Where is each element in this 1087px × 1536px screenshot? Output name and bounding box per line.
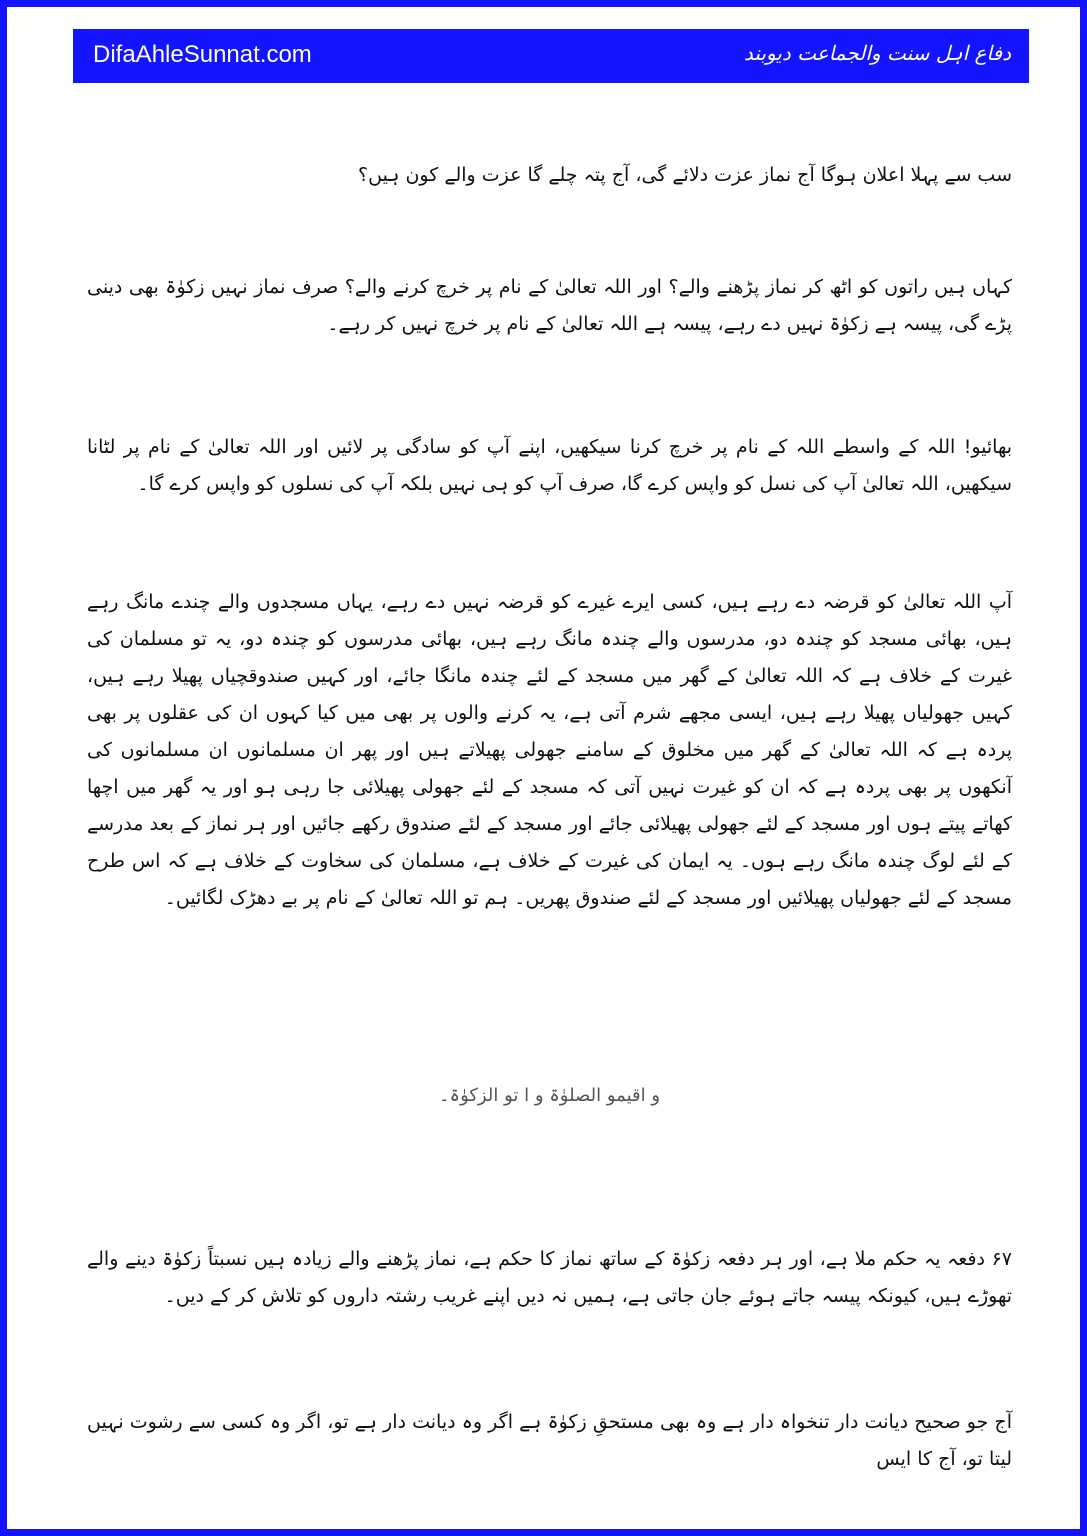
paragraph-1: سب سے پہلا اعلان ہوگا آج نماز عزت دلائے گی، آج پتہ چلے گا عزت والے کون ہیں؟: [358, 164, 1012, 186]
paragraph-6: آج جو صحیح دیانت دار تنخواہ دار ہے وہ بھی مستحقِ زکوٰۃ ہے اگر وہ دیانت دار ہے تو، اگر وہ کسی سے رشوت نہیں لیتا تو، آج کا ایس: [87, 1411, 1012, 1470]
site-name: DifaAhleSunnat.com: [93, 41, 312, 68]
paragraph-2: کہاں ہیں راتوں کو اٹھ کر نماز پڑھنے والے؟ اور اللہ تعالیٰ کے نام پر خرچ کرنے والے؟ صرف نماز نہیں زکوٰۃ بھی دینی پڑے گی، پیسہ ہے زکوٰۃ نہیں دے رہے، پیسہ ہے اللہ تعالیٰ کے نام پر خرچ نہیں کر رہے۔: [87, 276, 1012, 335]
header-bar: [73, 29, 1029, 83]
quranic-verse: و اقیمو الصلوٰۃ و ا تو الزکوٰۃ۔: [438, 1085, 661, 1106]
paragraph-4: آپ اللہ تعالیٰ کو قرضہ دے رہے ہیں، کسی ایرے غیرے کو قرضہ نہیں دے رہے، یہاں مسجدوں والے چندے مانگ رہے ہیں، بھائی مسجد کو چندہ دو، مدرسوں والے چندہ مانگ رہے ہیں، بھائی مدرسوں کو چندہ دو، یہ تو مسلمان کی غیرت کے خلاف ہے کہ اللہ تعالیٰ کے گھر میں مسجد کے لئے چندہ مانگا جائے، اور کہیں صندوقچیاں پھیلا رہے ہیں، کہیں جھولیاں پھیلا رہے ہیں، ایسی مجھے شرم آتی ہے، یہ کرنے والوں پر بھی میں کیا کہوں ان کی عقلوں پر بھی پردہ ہے کہ اللہ تعالیٰ کے گھر میں مخلوق کے سامنے جھولی پھیلاتے ہیں اور پھر ان مسلمانوں ان مسلمانوں کی آنکھوں پر بھی پردہ ہے کہ ان کو غیرت نہیں آتی کہ مسجد کے لئے جھولی پھیلائی جا رہی ہو اور یہ گھر میں اچھا کھاتے پیتے ہوں اور مسجد کے لئے جھولی پھیلائی جائے اور مسجد کے لئے صندوق رکھے جائیں اور ہر نماز کے بعد مدرسے کے لئے لوگ چندہ مانگ رہے ہوں۔ یہ ایمان کی غیرت کے خلاف ہے، مسلمان کی سخاوت کے خلاف ہے کہ اس طرح مسجد کے لئے جھولیاں پھیلائیں اور مسجد کے لئے صندوق پھریں۔ ہم تو اللہ تعالیٰ کے نام پر بے دھڑک لگائیں۔: [87, 591, 1012, 909]
header-title-urdu: دفاع اہل سنت والجماعت دیوبند: [743, 41, 1011, 65]
paragraph-3: بھائیو! اللہ کے واسطے اللہ کے نام پر خرچ کرنا سیکھیں، اپنے آپ کو سادگی پر لائیں اور اللہ تعالیٰ کے نام پر لٹانا سیکھیں، اللہ تعالیٰ آپ کی نسل کو واپس کرے گا، صرف آپ کو ہی نہیں بلکہ آپ کی نسلوں کو واپس کرے گا۔: [87, 436, 1012, 495]
paragraph-5: ۶۷ دفعہ یہ حکم ملا ہے، اور ہر دفعہ زکوٰۃ کے ساتھ نماز کا حکم ہے، نماز پڑھنے والے زیادہ ہیں نسبتاً زکوٰۃ دینے والے تھوڑے ہیں، کیونکہ پیسہ جاتے ہوئے جان جاتی ہے، ہمیں نہ دیں اپنے غریب رشتہ داروں کو تلاش کر کے دیں۔: [87, 1248, 1012, 1307]
